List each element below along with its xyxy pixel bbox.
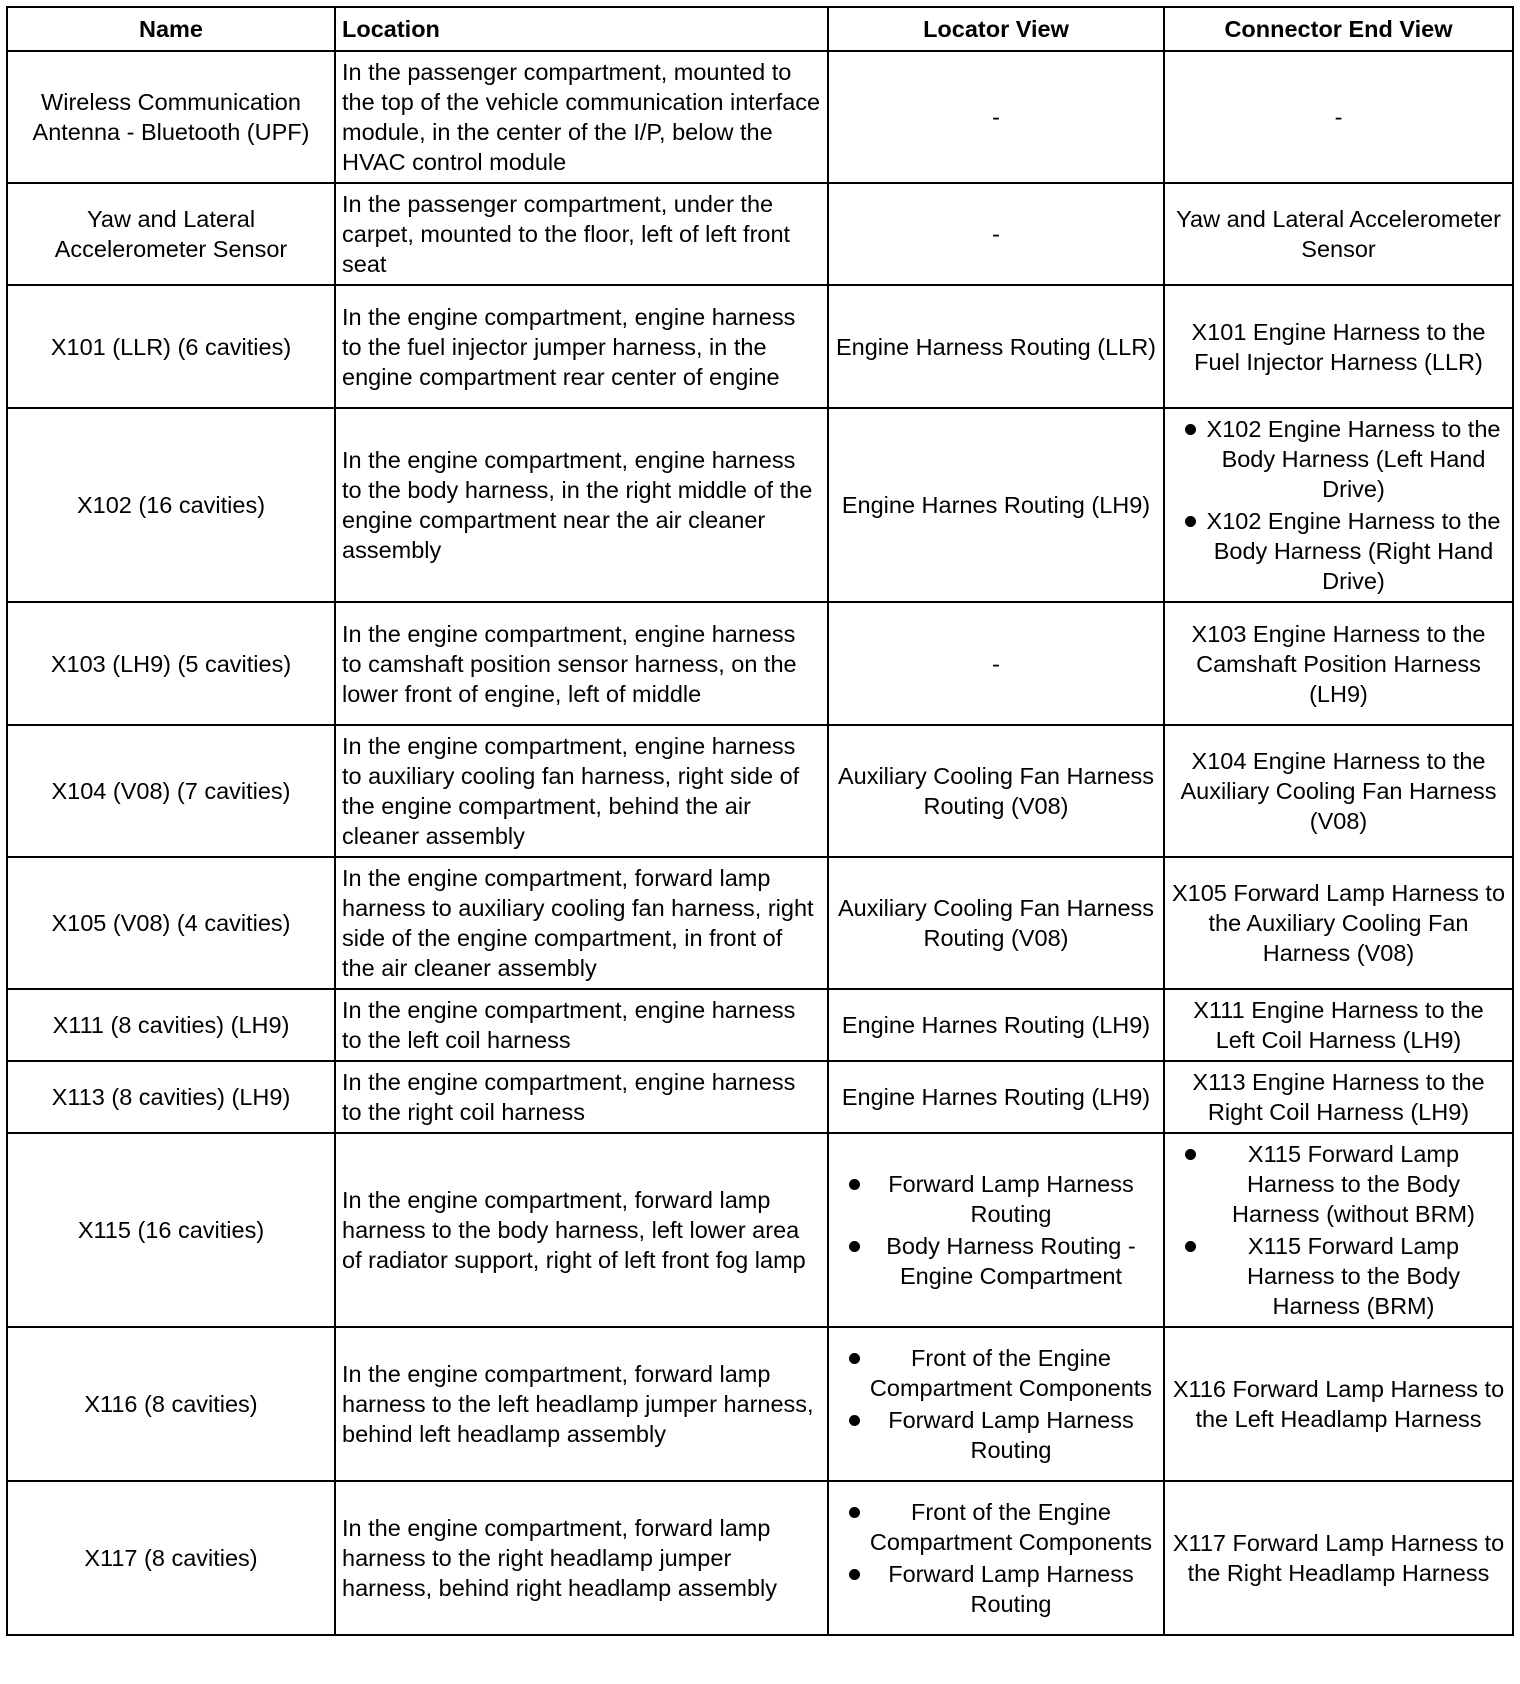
bullet-icon bbox=[1185, 424, 1196, 435]
bullet-list bbox=[1171, 1139, 1506, 1321]
bullet-item bbox=[1171, 1139, 1506, 1229]
header-connector-end-view: Connector End View bbox=[1164, 7, 1513, 51]
cell-connector-end-view: Yaw and Lateral Accelerometer Sensor bbox=[1164, 183, 1513, 285]
cell-name: X116 (8 cavities) bbox=[7, 1327, 335, 1481]
bullet-item bbox=[1171, 506, 1506, 596]
bullet-icon bbox=[1185, 516, 1196, 527]
cell-locator-view: - bbox=[828, 602, 1164, 725]
cell-name: X104 (V08) (7 cavities) bbox=[7, 725, 335, 857]
cell-locator-view: Auxiliary Cooling Fan Harness Routing (V08) bbox=[828, 857, 1164, 989]
cell-location: In the engine compartment, forward lamp harness to the body harness, left lower area of radiator support, right of left front fog lamp bbox=[335, 1133, 828, 1327]
table-row bbox=[7, 1327, 1513, 1481]
table-row bbox=[7, 51, 1513, 183]
bullet-list bbox=[835, 1169, 1157, 1291]
header-locator-view: Locator View bbox=[828, 7, 1164, 51]
cell-locator-view: Engine Harnes Routing (LH9) bbox=[828, 1061, 1164, 1133]
cell-location: In the passenger compartment, mounted to the top of the vehicle communication interface module, in the center of the I/P, below the HVAC control module bbox=[335, 51, 828, 183]
connector-table bbox=[6, 6, 1514, 1636]
cell-name: Yaw and Lateral Accelerometer Sensor bbox=[7, 183, 335, 285]
bullet-item bbox=[1171, 414, 1506, 504]
bullet-list bbox=[835, 1343, 1157, 1465]
table-row bbox=[7, 1481, 1513, 1635]
cell-name: X101 (LLR) (6 cavities) bbox=[7, 285, 335, 408]
table-row bbox=[7, 183, 1513, 285]
bullet-text: X102 Engine Harness to the Body Harness (Left Hand Drive) bbox=[1206, 416, 1501, 502]
bullet-text: Forward Lamp Harness Routing bbox=[888, 1407, 1134, 1463]
cell-name: Wireless Communication Antenna - Bluetooth (UPF) bbox=[7, 51, 335, 183]
table-row bbox=[7, 1133, 1513, 1327]
header-name: Name bbox=[7, 7, 335, 51]
cell-locator-view: Engine Harnes Routing (LH9) bbox=[828, 989, 1164, 1061]
bullet-icon bbox=[849, 1241, 860, 1252]
cell-locator-view: Engine Harness Routing (LLR) bbox=[828, 285, 1164, 408]
cell-connector-end-view bbox=[1164, 408, 1513, 602]
bullet-text: Forward Lamp Harness Routing bbox=[888, 1561, 1134, 1617]
bullet-item bbox=[835, 1169, 1157, 1229]
cell-locator-view bbox=[828, 1327, 1164, 1481]
cell-locator-view: - bbox=[828, 183, 1164, 285]
bullet-item bbox=[835, 1559, 1157, 1619]
table-row bbox=[7, 408, 1513, 602]
cell-connector-end-view: X113 Engine Harness to the Right Coil Harness (LH9) bbox=[1164, 1061, 1513, 1133]
cell-name: X113 (8 cavities) (LH9) bbox=[7, 1061, 335, 1133]
table-row bbox=[7, 1061, 1513, 1133]
cell-connector-end-view: X101 Engine Harness to the Fuel Injector Harness (LLR) bbox=[1164, 285, 1513, 408]
bullet-item bbox=[835, 1231, 1157, 1291]
cell-location: In the engine compartment, engine harness to the left coil harness bbox=[335, 989, 828, 1061]
cell-name: X115 (16 cavities) bbox=[7, 1133, 335, 1327]
bullet-text: Body Harness Routing - Engine Compartment bbox=[886, 1233, 1136, 1289]
bullet-icon bbox=[849, 1179, 860, 1190]
bullet-icon bbox=[849, 1415, 860, 1426]
bullet-item bbox=[835, 1497, 1157, 1557]
table-row bbox=[7, 285, 1513, 408]
bullet-list bbox=[1171, 414, 1506, 596]
bullet-icon bbox=[849, 1353, 860, 1364]
cell-connector-end-view: X104 Engine Harness to the Auxiliary Cooling Fan Harness (V08) bbox=[1164, 725, 1513, 857]
header-row bbox=[7, 7, 1513, 51]
cell-name: X117 (8 cavities) bbox=[7, 1481, 335, 1635]
cell-connector-end-view: X103 Engine Harness to the Camshaft Position Harness (LH9) bbox=[1164, 602, 1513, 725]
bullet-item bbox=[835, 1343, 1157, 1403]
table-row bbox=[7, 602, 1513, 725]
bullet-item bbox=[1171, 1231, 1506, 1321]
bullet-text: X102 Engine Harness to the Body Harness (Right Hand Drive) bbox=[1206, 508, 1501, 594]
cell-connector-end-view: - bbox=[1164, 51, 1513, 183]
cell-location: In the engine compartment, engine harness to the body harness, in the right middle of the engine compartment near the air cleaner assembly bbox=[335, 408, 828, 602]
cell-location: In the engine compartment, engine harness to the right coil harness bbox=[335, 1061, 828, 1133]
cell-location: In the engine compartment, forward lamp harness to auxiliary cooling fan harness, right side of the engine compartment, in front of the air cleaner assembly bbox=[335, 857, 828, 989]
cell-connector-end-view: X105 Forward Lamp Harness to the Auxiliary Cooling Fan Harness (V08) bbox=[1164, 857, 1513, 989]
cell-location: In the engine compartment, engine harness to the fuel injector jumper harness, in the engine compartment rear center of engine bbox=[335, 285, 828, 408]
cell-name: X103 (LH9) (5 cavities) bbox=[7, 602, 335, 725]
cell-locator-view bbox=[828, 1133, 1164, 1327]
bullet-text: Front of the Engine Compartment Components bbox=[869, 1345, 1153, 1401]
cell-locator-view bbox=[828, 1481, 1164, 1635]
cell-location: In the engine compartment, engine harness to camshaft position sensor harness, on the lower front of engine, left of middle bbox=[335, 602, 828, 725]
table-row bbox=[7, 857, 1513, 989]
table-row bbox=[7, 989, 1513, 1061]
header-location: Location bbox=[335, 7, 828, 51]
cell-name: X105 (V08) (4 cavities) bbox=[7, 857, 335, 989]
table-row bbox=[7, 725, 1513, 857]
bullet-text: X115 Forward Lamp Harness to the Body Harness (BRM) bbox=[1247, 1233, 1460, 1319]
bullet-icon bbox=[849, 1569, 860, 1580]
cell-locator-view: - bbox=[828, 51, 1164, 183]
cell-name: X102 (16 cavities) bbox=[7, 408, 335, 602]
cell-locator-view: Auxiliary Cooling Fan Harness Routing (V08) bbox=[828, 725, 1164, 857]
bullet-icon bbox=[1185, 1241, 1196, 1252]
table-body bbox=[7, 51, 1513, 1635]
cell-location: In the engine compartment, forward lamp harness to the right headlamp jumper harness, behind right headlamp assembly bbox=[335, 1481, 828, 1635]
cell-connector-end-view: X117 Forward Lamp Harness to the Right Headlamp Harness bbox=[1164, 1481, 1513, 1635]
cell-connector-end-view: X111 Engine Harness to the Left Coil Harness (LH9) bbox=[1164, 989, 1513, 1061]
cell-connector-end-view: X116 Forward Lamp Harness to the Left Headlamp Harness bbox=[1164, 1327, 1513, 1481]
cell-name: X111 (8 cavities) (LH9) bbox=[7, 989, 335, 1061]
bullet-text: X115 Forward Lamp Harness to the Body Harness (without BRM) bbox=[1232, 1141, 1475, 1227]
cell-locator-view: Engine Harnes Routing (LH9) bbox=[828, 408, 1164, 602]
bullet-list bbox=[835, 1497, 1157, 1619]
bullet-text: Front of the Engine Compartment Components bbox=[869, 1499, 1153, 1555]
bullet-icon bbox=[849, 1507, 860, 1518]
bullet-text: Forward Lamp Harness Routing bbox=[888, 1171, 1134, 1227]
cell-location: In the engine compartment, engine harness to auxiliary cooling fan harness, right side of the engine compartment, behind the air cleaner assembly bbox=[335, 725, 828, 857]
cell-connector-end-view bbox=[1164, 1133, 1513, 1327]
cell-location: In the engine compartment, forward lamp harness to the left headlamp jumper harness, behind left headlamp assembly bbox=[335, 1327, 828, 1481]
bullet-icon bbox=[1185, 1149, 1196, 1160]
bullet-item bbox=[835, 1405, 1157, 1465]
cell-location: In the passenger compartment, under the carpet, mounted to the floor, left of left front seat bbox=[335, 183, 828, 285]
